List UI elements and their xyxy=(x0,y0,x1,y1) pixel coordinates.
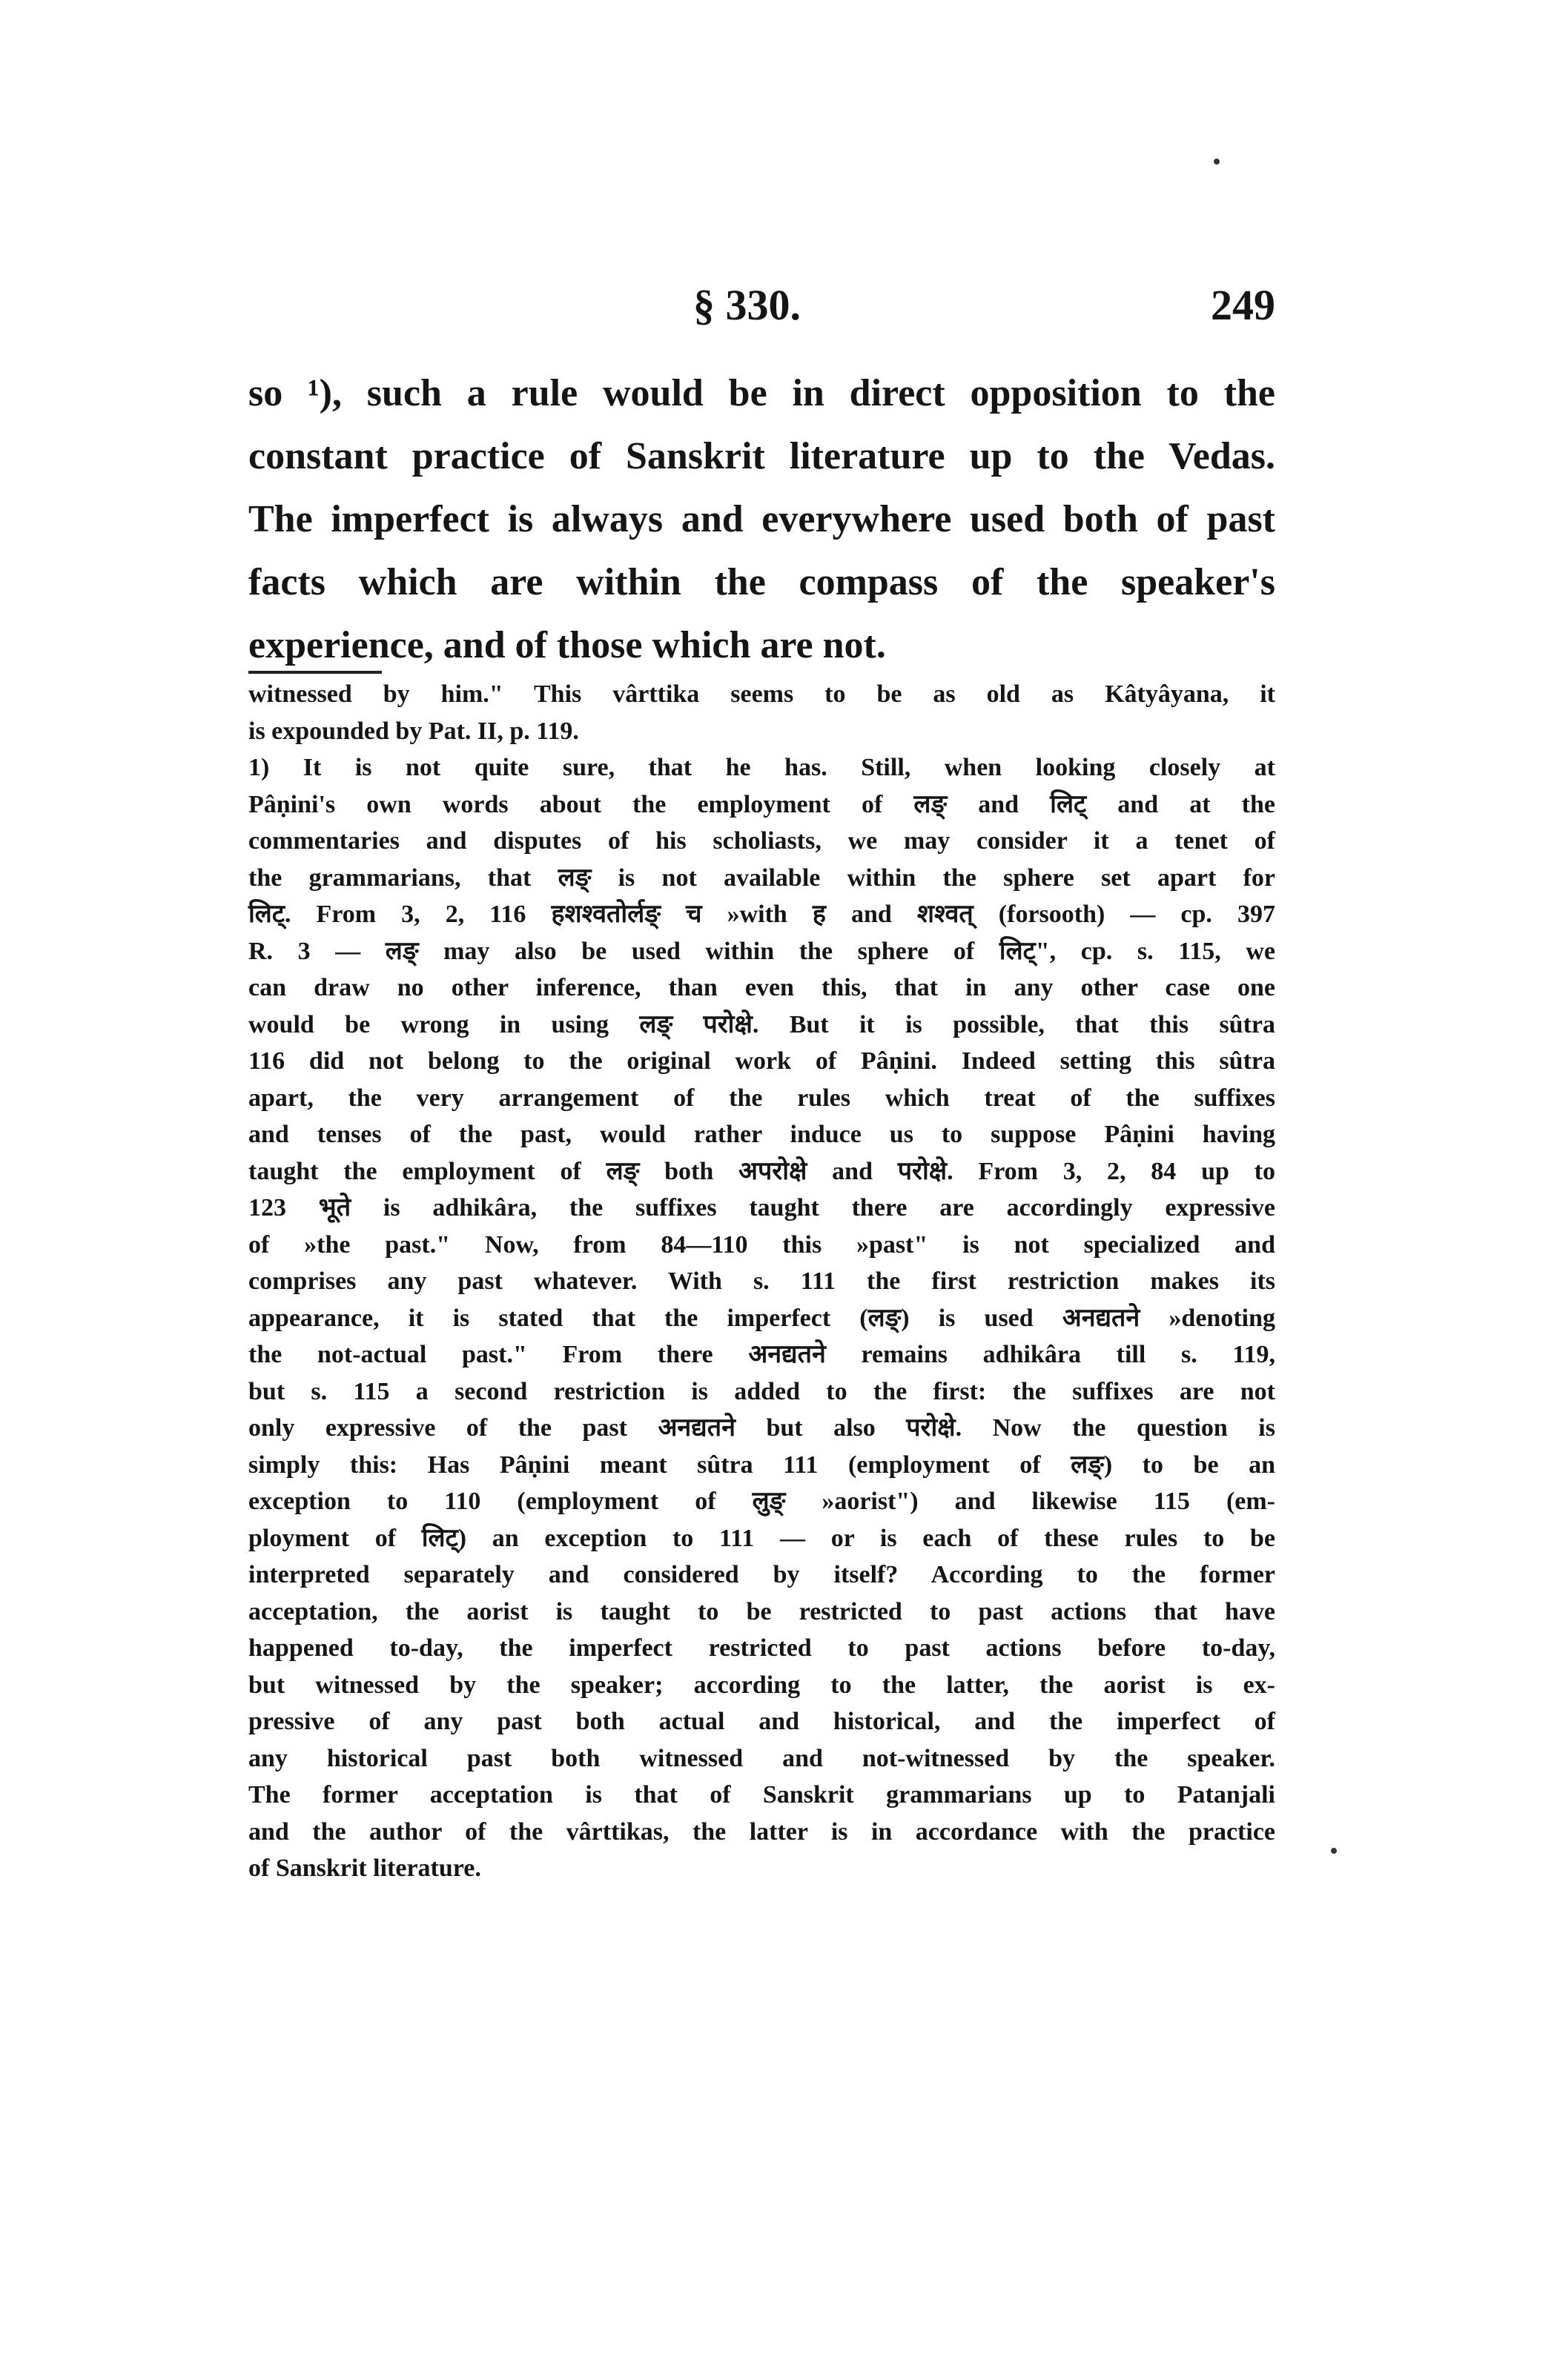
footnote-line: of Sanskrit literature. xyxy=(248,1854,481,1882)
footnotes xyxy=(248,676,1275,1887)
footnote-line: happened to-day, the imperfect restricted to past actions before to-day, xyxy=(248,1634,1275,1662)
footnote-line: and tenses of the past, would rather induce us to suppose Pâṇini having xyxy=(248,1121,1275,1148)
footnote-line: simply this: Has Pâṇini meant sûtra 111 (employment of लङ्) to be an xyxy=(248,1451,1275,1479)
main-text-line: The imperfect is always and everywhere used both of past xyxy=(248,498,1275,540)
footnote-line: is expounded by Pat. II, p. 119. xyxy=(248,717,579,745)
footnote-line: Pâṇini's own words about the employment of लङ् and लिट् and at the xyxy=(248,790,1275,818)
footnote-line: would be wrong in using लङ् परोक्षे. But it is possible, that this sûtra xyxy=(248,1010,1275,1038)
footnote-line: The former acceptation is that of Sanskrit grammarians up to Patanjali xyxy=(248,1781,1275,1809)
footnote-line: comprises any past whatever. With s. 111 the first restriction makes its xyxy=(248,1267,1275,1295)
footnote-line: appearance, it is stated that the imperfect (लङ्) is used अनद्यतने »denoting xyxy=(248,1304,1275,1332)
footnote-line: लिट्. From 3, 2, 116 हशश्वतोर्लङ् च »with ह and शश्वत् (forsooth) — cp. 397 xyxy=(248,901,1275,928)
footnote-line: witnessed by him." This vârttika seems to be as old as Kâtyâyana, it xyxy=(248,680,1275,708)
footnote-line: taught the employment of लङ् both अपरोक्षे and परोक्षे. From 3, 2, 84 up to xyxy=(248,1157,1275,1185)
footnote-line: exception to 110 (employment of लुङ् »aorist") and likewise 115 (em- xyxy=(248,1488,1275,1515)
footnote-divider xyxy=(248,671,382,674)
main-text-line: constant practice of Sanskrit literature up to the Vedas. xyxy=(248,435,1275,477)
main-text-line: facts which are within the compass of the speaker's xyxy=(248,561,1275,603)
footnote-line: but witnessed by the speaker; according to the latter, the aorist is ex- xyxy=(248,1671,1275,1699)
footnote-line: pressive of any past both actual and historical, and the imperfect of xyxy=(248,1708,1275,1735)
footnote-line: apart, the very arrangement of the rules which treat of the suffixes xyxy=(248,1084,1275,1112)
footnote-line: but s. 115 a second restriction is added to the first: the suffixes are not xyxy=(248,1377,1275,1405)
footnote-line: acceptation, the aorist is taught to be restricted to past actions that have xyxy=(248,1597,1275,1625)
main-text-line: so ¹), such a rule would be in direct opposition to the xyxy=(248,372,1275,414)
running-header xyxy=(248,280,1275,339)
scan-speck xyxy=(1331,1848,1337,1854)
section-number: § 330. xyxy=(693,281,801,329)
main-paragraph xyxy=(248,362,1275,677)
footnote-line: interpreted separately and considered by itself? According to the former xyxy=(248,1561,1275,1588)
footnote-line: 123 भूते is adhikâra, the suffixes taught there are accordingly expressive xyxy=(248,1194,1275,1222)
footnote-line: any historical past both witnessed and not-witnessed by the speaker. xyxy=(248,1744,1275,1772)
footnote-line: R. 3 — लङ् may also be used within the sphere of लिट्", cp. s. 115, we xyxy=(248,937,1275,965)
footnote-line: only expressive of the past अनद्यतने but also परोक्षे. Now the question is xyxy=(248,1414,1275,1442)
footnote-line: commentaries and disputes of his scholiasts, we may consider it a tenet of xyxy=(248,827,1275,855)
footnote-line: ployment of लिट्) an exception to 111 — or is each of these rules to be xyxy=(248,1524,1275,1552)
main-text-line: experience, and of those which are not. xyxy=(248,624,886,666)
scan-speck xyxy=(1214,159,1220,165)
footnote-line: the grammarians, that लङ् is not available within the sphere set apart for xyxy=(248,864,1275,892)
footnote-line: and the author of the vârttikas, the latter is in accordance with the practice xyxy=(248,1817,1275,1846)
footnote-line: of »the past." Now, from 84—110 this »past" is not specialized and xyxy=(248,1230,1275,1259)
footnote-line: 116 did not belong to the original work of Pâṇini. Indeed setting this sûtra xyxy=(248,1047,1275,1075)
footnote-line: 1) It is not quite sure, that he has. Still, when looking closely at xyxy=(248,754,1275,781)
footnote-line: the not-actual past." From there अनद्यतने remains adhikâra till s. 119, xyxy=(248,1341,1275,1368)
footnote-line: can draw no other inference, than even this, that in any other case one xyxy=(248,974,1275,1001)
page-number: 249 xyxy=(1211,281,1275,329)
